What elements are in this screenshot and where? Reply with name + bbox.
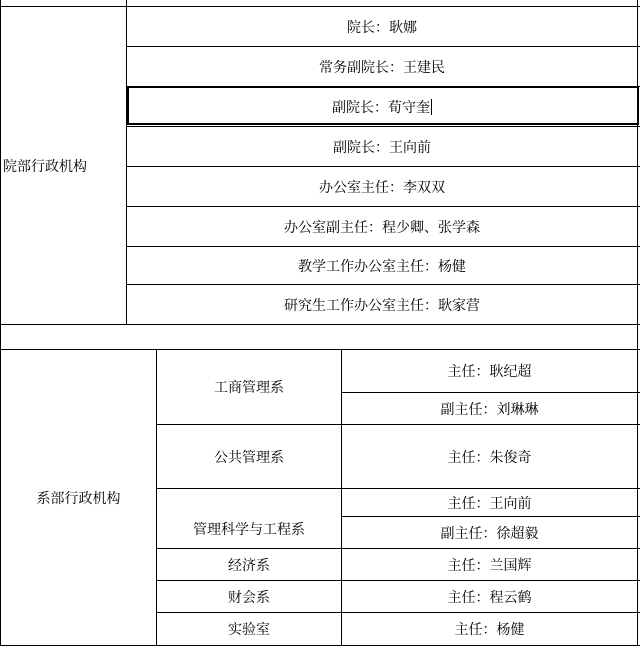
- text-caret: [431, 99, 432, 115]
- department-name[interactable]: 工商管理系: [214, 380, 284, 396]
- department-head[interactable]: 主任：王向前: [447, 495, 532, 512]
- department-name[interactable]: 财会系: [228, 589, 270, 606]
- college-row-editing[interactable]: [127, 87, 637, 126]
- department-head[interactable]: 主任：耿纪超: [447, 364, 532, 380]
- department-head[interactable]: 副主任：刘琳琳: [440, 401, 539, 418]
- department-name[interactable]: 经济系: [228, 557, 270, 574]
- department-head[interactable]: 主任：杨健: [454, 622, 525, 638]
- department-head[interactable]: 主任：朱俊奇: [447, 449, 532, 466]
- college-group-label: 院部行政机构: [3, 158, 87, 175]
- college-row[interactable]: 院长：耿娜: [347, 19, 417, 36]
- college-row-text: 副院长：荀守奎: [332, 99, 430, 116]
- college-row[interactable]: 研究生工作办公室主任：耿家营: [284, 297, 480, 314]
- rule: [0, 324, 640, 325]
- department-head[interactable]: 主任：程云鹤: [447, 589, 532, 606]
- department-name[interactable]: 实验室: [228, 622, 270, 638]
- department-group-label: 系部行政机构: [36, 490, 121, 507]
- department-name[interactable]: 公共管理系: [214, 449, 284, 466]
- department-head[interactable]: 副主任：徐超毅: [440, 525, 539, 542]
- college-row[interactable]: 办公室副主任：程少卿、张学森: [284, 219, 480, 236]
- college-row[interactable]: 副院长：王向前: [333, 139, 431, 156]
- college-row[interactable]: 常务副院长：王建民: [319, 59, 445, 76]
- department-name[interactable]: 管理科学与工程系: [193, 522, 305, 538]
- department-head[interactable]: 主任：兰国辉: [447, 557, 532, 574]
- college-row[interactable]: 教学工作办公室主任：杨健: [298, 258, 466, 275]
- college-row[interactable]: 办公室主任：李双双: [319, 179, 445, 196]
